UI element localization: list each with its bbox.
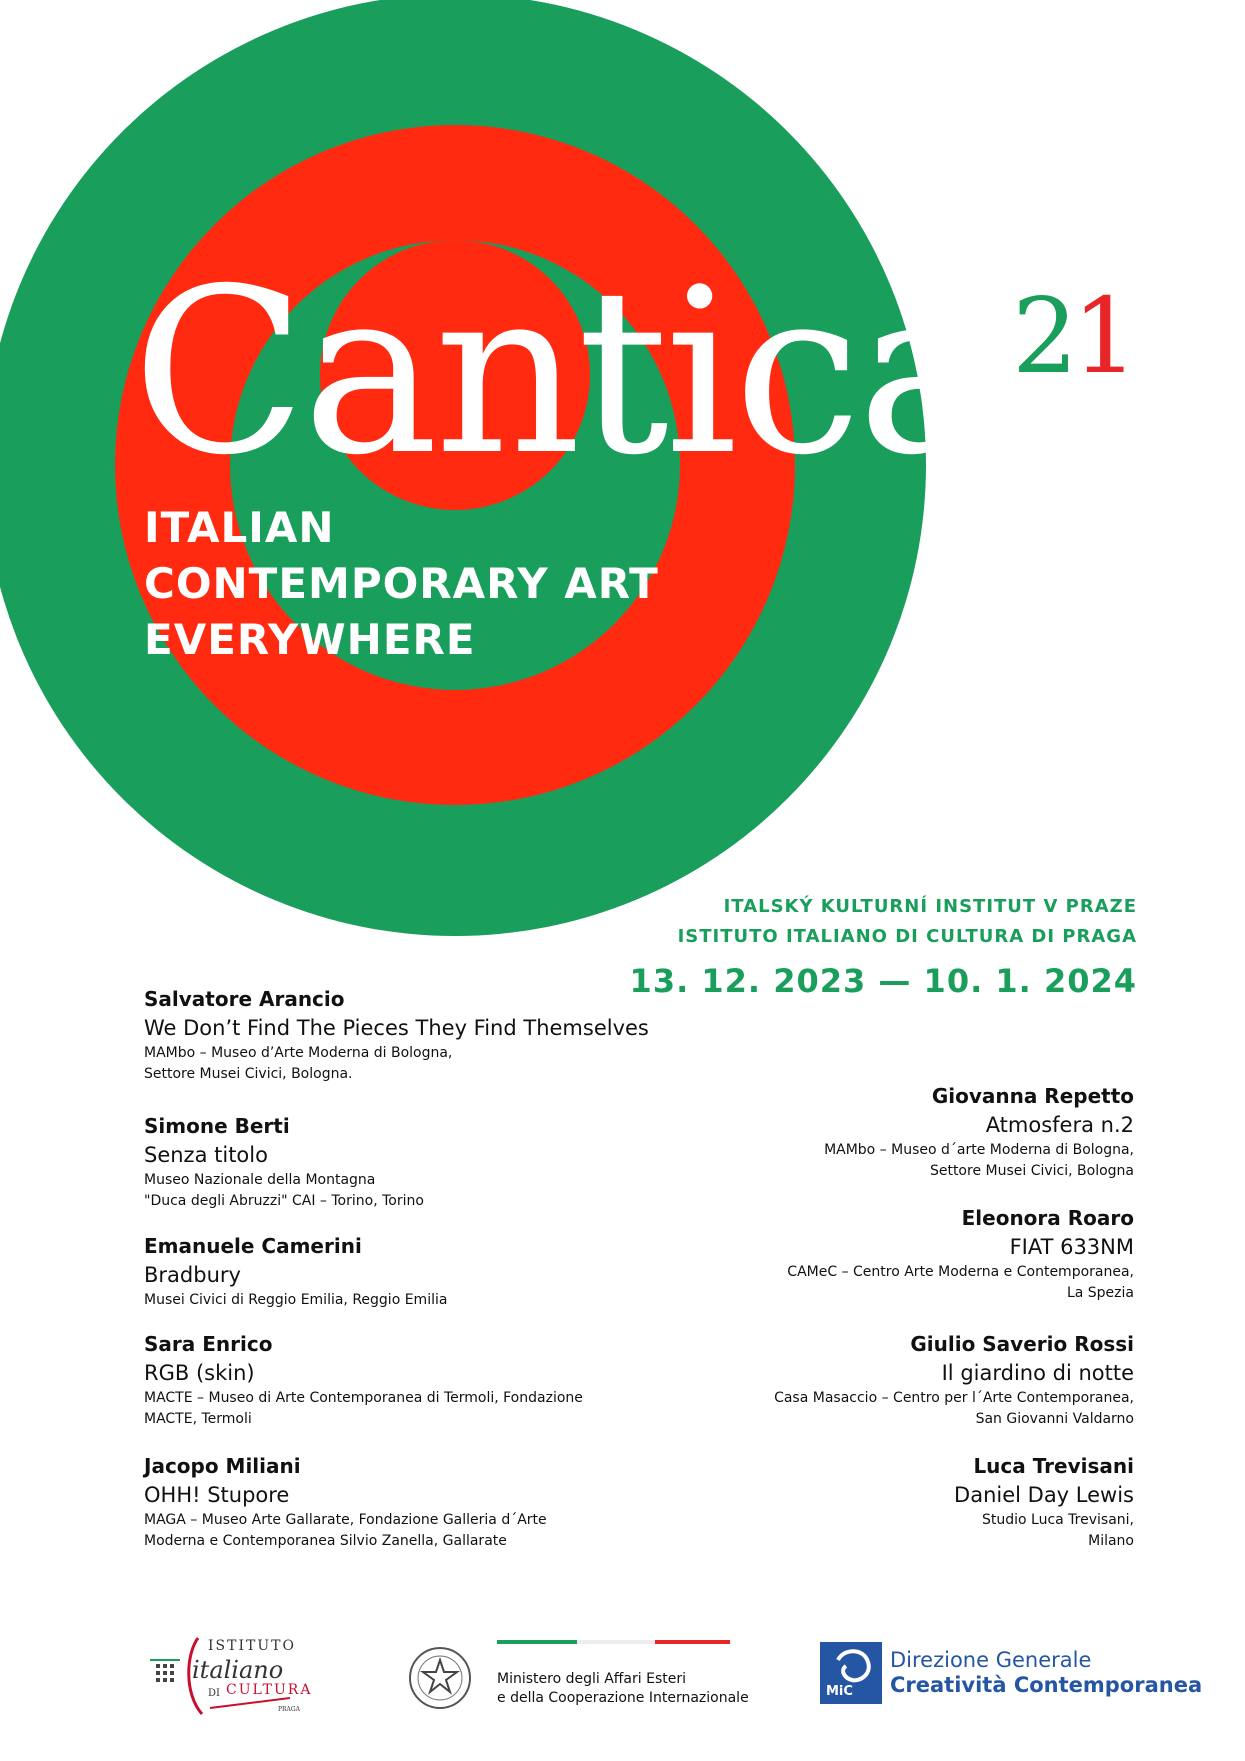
artist-entry: [824, 1082, 1134, 1182]
institute-name-czech: ITALSKÝ KULTURNÍ INSTITUT V PRAZE: [723, 896, 1137, 917]
exhibition-dates: 13. 12. 2023 — 10. 1. 2024: [629, 962, 1137, 1000]
direzione-generale-logo: [820, 1640, 1203, 1710]
artwork-title: Il giardino di notte: [941, 1361, 1134, 1385]
artist-entry: [144, 1330, 583, 1430]
artwork-collection: MAMbo – Museo d´arte Moderna di Bologna,: [824, 1142, 1134, 1158]
title-superscript: [1012, 275, 1133, 397]
artwork-collection: MAGA – Museo Arte Gallarate, Fondazione Galleria d´Arte: [144, 1512, 547, 1528]
institute-name-italian: ISTITUTO ITALIANO DI CULTURA DI PRAGA: [677, 926, 1137, 947]
iic-word-istituto: ISTITUTO: [208, 1638, 296, 1654]
artwork-collection: MAMbo – Museo d’Arte Moderna di Bologna,: [144, 1045, 453, 1061]
maeci-name: [497, 1670, 749, 1708]
artist-entry: [144, 1232, 447, 1311]
artwork-collection: Moderna e Contemporanea Silvio Zanella, Gallarate: [144, 1533, 507, 1549]
istituto-italiano-cultura-logo: [150, 1634, 313, 1716]
artist-name: Jacopo Miliani: [144, 1454, 301, 1478]
maeci-line: Ministero degli Affari Esteri: [497, 1671, 686, 1687]
iic-word-praga: PRAGA: [278, 1706, 301, 1713]
dg-line-1: Direzione Generale: [890, 1648, 1092, 1672]
ministero-affari-esteri-logo: [405, 1632, 749, 1722]
artwork-title: Senza titolo: [144, 1143, 268, 1167]
artwork-collection: CAMeC – Centro Arte Moderna e Contemporanea,: [787, 1264, 1134, 1280]
artwork-collection: Studio Luca Trevisani,: [981, 1512, 1134, 1528]
artwork-collection: San Giovanni Valdarno: [975, 1411, 1134, 1427]
artist-name: Simone Berti: [144, 1114, 290, 1138]
main-title: Cantica: [132, 239, 990, 505]
artist-name: Giovanna Repetto: [931, 1084, 1134, 1108]
artwork-collection: MACTE – Museo di Arte Contemporanea di Termoli, Fondazione: [144, 1390, 583, 1406]
artwork-collection: Settore Musei Civici, Bologna.: [144, 1066, 353, 1082]
artwork-title: We Don’t Find The Pieces They Find Themselves: [144, 1016, 649, 1040]
iic-word-cultura: CULTURA: [226, 1682, 313, 1698]
artwork-collection: "Duca degli Abruzzi" CAI – Torino, Torino: [144, 1193, 424, 1209]
artwork-collection: Casa Masaccio – Centro per l´Arte Contemporanea,: [774, 1390, 1134, 1406]
artist-name: Giulio Saverio Rossi: [910, 1332, 1134, 1356]
artwork-collection: Museo Nazionale della Montagna: [144, 1172, 376, 1188]
institute-block: [630, 892, 1137, 1004]
artist-entry: [954, 1452, 1134, 1552]
artist-name: Luca Trevisani: [973, 1454, 1134, 1478]
artwork-collection: La Spezia: [1066, 1285, 1134, 1301]
artist-entry: [144, 1112, 424, 1212]
artist-entry: [787, 1204, 1134, 1304]
artist-name: Eleonora Roaro: [961, 1206, 1134, 1230]
artwork-title: FIAT 633NM: [1009, 1235, 1134, 1259]
artwork-collection: Musei Civici di Reggio Emilia, Reggio Emilia: [144, 1292, 448, 1308]
artist-name: Emanuele Camerini: [144, 1234, 362, 1258]
tagline-line: EVERYWHERE: [144, 615, 476, 664]
iic-word-italiano: italiano: [192, 1656, 284, 1684]
artwork-title: Daniel Day Lewis: [954, 1483, 1134, 1507]
maeci-line: e della Cooperazione Internazionale: [497, 1690, 749, 1706]
artist-entry: [774, 1330, 1134, 1430]
superscript-digit-two: 2: [1012, 275, 1073, 397]
tagline-line: ITALIAN: [144, 503, 335, 552]
artwork-title: Bradbury: [144, 1263, 241, 1287]
artwork-title: RGB (skin): [144, 1361, 255, 1385]
dg-line-2: Creatività Contemporanea: [890, 1673, 1203, 1697]
artist-name: Sara Enrico: [144, 1332, 273, 1356]
artwork-collection: Settore Musei Civici, Bologna: [929, 1163, 1134, 1179]
artwork-title: Atmosfera n.2: [985, 1113, 1134, 1137]
iic-word-di: DI: [208, 1688, 220, 1699]
dg-name: [890, 1648, 1202, 1698]
superscript-digit-one: 1: [1072, 275, 1133, 397]
artwork-collection: MACTE, Termoli: [144, 1411, 252, 1427]
tagline-line: CONTEMPORARY ART: [144, 559, 659, 608]
artwork-title: OHH! Stupore: [144, 1483, 290, 1507]
artwork-collection: Milano: [1088, 1533, 1134, 1549]
artist-entry: [144, 985, 649, 1085]
tagline: [144, 500, 659, 668]
mic-label: MiC: [826, 1684, 853, 1699]
artist-entry: [144, 1452, 547, 1552]
artist-name: Salvatore Arancio: [144, 987, 345, 1011]
